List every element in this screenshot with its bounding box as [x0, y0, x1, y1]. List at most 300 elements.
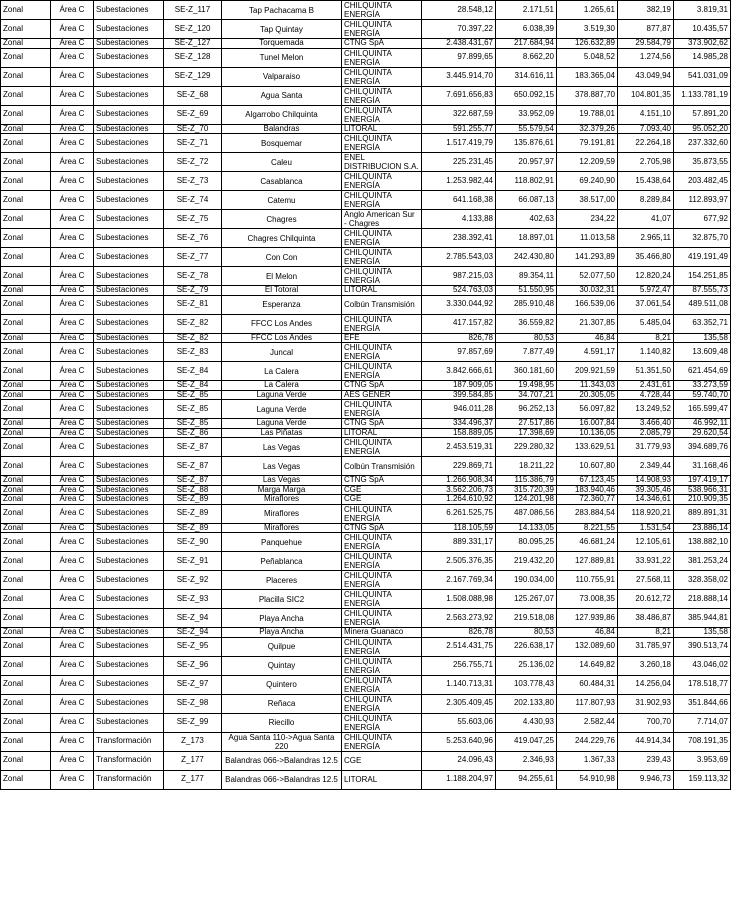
table-row	[1, 419, 731, 429]
table-row	[1, 552, 731, 571]
cell-value-5: 14.985,28	[674, 48, 731, 67]
cell-value-2: 34.707,21	[496, 390, 557, 400]
cell-value-1: 2.438.431,67	[422, 39, 496, 49]
cell-nombre: Miraflores	[222, 495, 342, 505]
cell-value-3: 5.048,52	[557, 48, 618, 67]
cell-value-2: 487.086,56	[496, 504, 557, 523]
cell-codigo: SE-Z_85	[164, 390, 222, 400]
cell-value-5: 112.893,97	[674, 191, 731, 210]
cell-value-5: 165.599,47	[674, 400, 731, 419]
cell-tipo: Zonal	[1, 1, 51, 20]
cell-segmento: Subestaciones	[94, 533, 164, 552]
cell-value-4: 700,70	[618, 713, 674, 732]
cell-value-4: 3.260,18	[618, 656, 674, 675]
cell-tipo: Zonal	[1, 191, 51, 210]
cell-segmento: Subestaciones	[94, 333, 164, 343]
cell-value-2: 17.398,69	[496, 428, 557, 438]
cell-empresa: CTNG SpA	[342, 523, 422, 533]
cell-value-3: 8.221,55	[557, 523, 618, 533]
cell-tipo: Zonal	[1, 533, 51, 552]
cell-empresa: CHILQUINTA ENERGÍA	[342, 362, 422, 381]
cell-value-1: 55.603,06	[422, 713, 496, 732]
cell-value-2: 2.171,51	[496, 1, 557, 20]
cell-area: Área C	[51, 172, 94, 191]
cell-area: Área C	[51, 134, 94, 153]
table-row	[1, 571, 731, 590]
cell-codigo: SE-Z_81	[164, 295, 222, 314]
table-row	[1, 153, 731, 172]
cell-empresa: CHILQUINTA ENERGÍA	[342, 267, 422, 286]
cell-value-3: 4.591,17	[557, 343, 618, 362]
cell-area: Área C	[51, 590, 94, 609]
cell-empresa: CHILQUINTA ENERGÍA	[342, 105, 422, 124]
cell-area: Área C	[51, 609, 94, 628]
cell-segmento: Subestaciones	[94, 314, 164, 333]
cell-value-2: 66.087,13	[496, 191, 557, 210]
cell-codigo: SE-Z_85	[164, 400, 222, 419]
cell-tipo: Zonal	[1, 590, 51, 609]
cell-nombre: Reñaca	[222, 694, 342, 713]
cell-area: Área C	[51, 419, 94, 429]
cell-value-4: 1.274,56	[618, 48, 674, 67]
table-row	[1, 248, 731, 267]
cell-value-2: 96.252,13	[496, 400, 557, 419]
cell-value-3: 11.013,58	[557, 229, 618, 248]
cell-nombre: Chagres Chilquinta	[222, 229, 342, 248]
cell-value-5: 29.620,54	[674, 428, 731, 438]
cell-segmento: Subestaciones	[94, 153, 164, 172]
cell-nombre: Placilla SIC2	[222, 590, 342, 609]
cell-value-1: 225.231,45	[422, 153, 496, 172]
cell-codigo: SE-Z_87	[164, 438, 222, 457]
cell-area: Área C	[51, 495, 94, 505]
cell-area: Área C	[51, 362, 94, 381]
table-row	[1, 343, 731, 362]
cell-value-3: 183.940,46	[557, 485, 618, 495]
cell-empresa: LITORAL	[342, 286, 422, 296]
cell-value-3: 234,22	[557, 210, 618, 229]
cell-nombre: Peñablanca	[222, 552, 342, 571]
cell-codigo: SE-Z_69	[164, 105, 222, 124]
cell-segmento: Subestaciones	[94, 1, 164, 20]
cell-empresa: CHILQUINTA ENERGÍA	[342, 552, 422, 571]
cell-value-2: 402,63	[496, 210, 557, 229]
cell-segmento: Subestaciones	[94, 428, 164, 438]
cell-codigo: SE-Z_84	[164, 381, 222, 391]
cell-codigo: SE-Z_96	[164, 656, 222, 675]
cell-empresa: Minera Guanaco	[342, 628, 422, 638]
cell-value-3: 2.582,44	[557, 713, 618, 732]
cell-value-1: 2.453.519,31	[422, 438, 496, 457]
cell-value-3: 30.032,31	[557, 286, 618, 296]
cell-value-3: 126.632,89	[557, 39, 618, 49]
cell-area: Área C	[51, 67, 94, 86]
cell-codigo: Z_173	[164, 732, 222, 751]
cell-value-3: 133.629,51	[557, 438, 618, 457]
cell-segmento: Subestaciones	[94, 267, 164, 286]
table-row	[1, 523, 731, 533]
table-row	[1, 314, 731, 333]
cell-value-4: 13.249,52	[618, 400, 674, 419]
cell-codigo: SE-Z_120	[164, 20, 222, 39]
cell-segmento: Subestaciones	[94, 248, 164, 267]
cell-empresa: CHILQUINTA ENERGÍA	[342, 590, 422, 609]
cell-value-2: 135.876,61	[496, 134, 557, 153]
cell-value-4: 22.264,18	[618, 134, 674, 153]
cell-empresa: CHILQUINTA ENERGÍA	[342, 438, 422, 457]
cell-segmento: Subestaciones	[94, 590, 164, 609]
cell-value-3: 79.191,81	[557, 134, 618, 153]
cell-area: Área C	[51, 400, 94, 419]
cell-area: Área C	[51, 48, 94, 67]
cell-empresa: CHILQUINTA ENERGÍA	[342, 134, 422, 153]
cell-value-1: 7.691.656,83	[422, 86, 496, 105]
cell-value-4: 5.485,04	[618, 314, 674, 333]
cell-value-4: 4.151,10	[618, 105, 674, 124]
cell-empresa: CTNG SpA	[342, 39, 422, 49]
cell-tipo: Zonal	[1, 67, 51, 86]
cell-area: Área C	[51, 675, 94, 694]
cell-empresa: ENEL DISTRIBUCION S.A.	[342, 153, 422, 172]
cell-nombre: Laguna Verde	[222, 400, 342, 419]
cell-tipo: Zonal	[1, 457, 51, 476]
table-row	[1, 770, 731, 789]
table-row	[1, 267, 731, 286]
cell-value-3: 46,84	[557, 333, 618, 343]
cell-tipo: Zonal	[1, 381, 51, 391]
cell-empresa: LITORAL	[342, 770, 422, 789]
table-row	[1, 134, 731, 153]
table-row	[1, 86, 731, 105]
cell-value-2: 226.638,17	[496, 637, 557, 656]
cell-empresa: CHILQUINTA ENERGÍA	[342, 400, 422, 419]
cell-empresa: Colbún Transmisión	[342, 457, 422, 476]
cell-value-1: 946.011,28	[422, 400, 496, 419]
table-row	[1, 609, 731, 628]
cell-value-5: 385.944,81	[674, 609, 731, 628]
cell-value-3: 69.240,90	[557, 172, 618, 191]
cell-value-4: 2.349,44	[618, 457, 674, 476]
cell-codigo: SE-Z_83	[164, 343, 222, 362]
cell-empresa: CHILQUINTA ENERGÍA	[342, 343, 422, 362]
table-row	[1, 590, 731, 609]
table-row	[1, 656, 731, 675]
cell-codigo: SE-Z_89	[164, 523, 222, 533]
cell-value-1: 322.687,59	[422, 105, 496, 124]
cell-value-2: 360.181,60	[496, 362, 557, 381]
cell-value-1: 826,78	[422, 333, 496, 343]
cell-value-3: 21.307,85	[557, 314, 618, 333]
cell-value-5: 419.191,49	[674, 248, 731, 267]
cell-codigo: SE-Z_89	[164, 495, 222, 505]
cell-value-2: 8.662,20	[496, 48, 557, 67]
cell-area: Área C	[51, 637, 94, 656]
cell-value-3: 127.889,81	[557, 552, 618, 571]
cell-value-5: 708.191,35	[674, 732, 731, 751]
cell-segmento: Subestaciones	[94, 571, 164, 590]
cell-segmento: Subestaciones	[94, 656, 164, 675]
cell-value-4: 39.305,46	[618, 485, 674, 495]
cell-value-1: 6.261.525,75	[422, 504, 496, 523]
cell-segmento: Subestaciones	[94, 67, 164, 86]
cell-tipo: Zonal	[1, 39, 51, 49]
cell-value-2: 80,53	[496, 628, 557, 638]
table-row	[1, 20, 731, 39]
table-row	[1, 485, 731, 495]
cell-segmento: Subestaciones	[94, 476, 164, 486]
cell-value-2: 115.386,79	[496, 476, 557, 486]
cell-value-5: 46.992,11	[674, 419, 731, 429]
cell-value-2: 18.897,01	[496, 229, 557, 248]
cell-value-5: 135,58	[674, 628, 731, 638]
cell-value-5: 43.046,02	[674, 656, 731, 675]
cell-codigo: SE-Z_92	[164, 571, 222, 590]
cell-empresa: CHILQUINTA ENERGÍA	[342, 732, 422, 751]
cell-value-2: 36.559,82	[496, 314, 557, 333]
cell-value-5: 135,58	[674, 333, 731, 343]
cell-value-2: 125.267,07	[496, 590, 557, 609]
cell-value-1: 118.105,59	[422, 523, 496, 533]
cell-empresa: CHILQUINTA ENERGÍA	[342, 571, 422, 590]
cell-codigo: SE-Z_85	[164, 419, 222, 429]
cell-value-5: 31.168,46	[674, 457, 731, 476]
cell-value-2: 219.518,08	[496, 609, 557, 628]
cell-empresa: LITORAL	[342, 428, 422, 438]
cell-area: Área C	[51, 267, 94, 286]
cell-nombre: Bosquemar	[222, 134, 342, 153]
cell-nombre: El Melon	[222, 267, 342, 286]
cell-value-1: 1.266.908,34	[422, 476, 496, 486]
cell-value-2: 103.778,43	[496, 675, 557, 694]
cell-empresa: EFE	[342, 333, 422, 343]
cell-empresa: CHILQUINTA ENERGÍA	[342, 229, 422, 248]
cell-value-5: 197.419,17	[674, 476, 731, 486]
cell-empresa: CHILQUINTA ENERGÍA	[342, 504, 422, 523]
cell-tipo: Zonal	[1, 105, 51, 124]
cell-empresa: CTNG SpA	[342, 381, 422, 391]
cell-nombre: Quilpue	[222, 637, 342, 656]
cell-value-4: 3.466,40	[618, 419, 674, 429]
cell-segmento: Subestaciones	[94, 438, 164, 457]
cell-value-2: 14.133,05	[496, 523, 557, 533]
cell-segmento: Subestaciones	[94, 229, 164, 248]
cell-value-4: 4.728,44	[618, 390, 674, 400]
cell-codigo: SE-Z_90	[164, 533, 222, 552]
cell-tipo: Zonal	[1, 552, 51, 571]
cell-value-1: 889.331,17	[422, 533, 496, 552]
cell-value-1: 2.514.431,75	[422, 637, 496, 656]
cell-value-2: 190.034,00	[496, 571, 557, 590]
cell-codigo: SE-Z_77	[164, 248, 222, 267]
cell-segmento: Subestaciones	[94, 495, 164, 505]
cell-value-4: 2.085,79	[618, 428, 674, 438]
table-row	[1, 381, 731, 391]
cell-nombre: Torquemada	[222, 39, 342, 49]
cell-tipo: Zonal	[1, 286, 51, 296]
cell-value-5: 63.352,71	[674, 314, 731, 333]
cell-tipo: Zonal	[1, 609, 51, 628]
cell-value-5: 35.873,55	[674, 153, 731, 172]
cell-value-1: 158.889,05	[422, 428, 496, 438]
cell-nombre: Miraflores	[222, 523, 342, 533]
table-row	[1, 1, 731, 20]
cell-segmento: Subestaciones	[94, 191, 164, 210]
cell-area: Área C	[51, 476, 94, 486]
cell-value-2: 202.133,80	[496, 694, 557, 713]
table-row	[1, 504, 731, 523]
cell-value-3: 183.365,04	[557, 67, 618, 86]
cell-tipo: Zonal	[1, 495, 51, 505]
cell-value-1: 229.869,71	[422, 457, 496, 476]
cell-value-5: 10.435,57	[674, 20, 731, 39]
cell-value-4: 41,07	[618, 210, 674, 229]
cell-area: Área C	[51, 105, 94, 124]
cell-value-2: 80,53	[496, 333, 557, 343]
cell-value-1: 24.096,43	[422, 751, 496, 770]
cell-value-4: 44.914,34	[618, 732, 674, 751]
cell-tipo: Zonal	[1, 694, 51, 713]
cell-tipo: Zonal	[1, 571, 51, 590]
table-row	[1, 675, 731, 694]
cell-codigo: SE-Z_91	[164, 552, 222, 571]
cell-empresa: CTNG SpA	[342, 419, 422, 429]
cell-tipo: Zonal	[1, 153, 51, 172]
cell-value-3: 67.123,45	[557, 476, 618, 486]
cell-value-1: 2.505.376,35	[422, 552, 496, 571]
cell-value-4: 382,19	[618, 1, 674, 20]
cell-value-1: 2.305.409,45	[422, 694, 496, 713]
cell-segmento: Transformación	[94, 732, 164, 751]
cell-nombre: Playa Ancha	[222, 609, 342, 628]
cell-value-1: 1.264.610,92	[422, 495, 496, 505]
cell-value-5: 1.133.781,19	[674, 86, 731, 105]
cell-segmento: Subestaciones	[94, 390, 164, 400]
cell-tipo: Zonal	[1, 419, 51, 429]
cell-empresa: CHILQUINTA ENERGÍA	[342, 48, 422, 67]
cell-nombre: Juncal	[222, 343, 342, 362]
cell-value-1: 2.563.273,92	[422, 609, 496, 628]
cell-value-1: 3.330.044,92	[422, 295, 496, 314]
cell-segmento: Transformación	[94, 770, 164, 789]
cell-segmento: Subestaciones	[94, 362, 164, 381]
cell-segmento: Subestaciones	[94, 628, 164, 638]
cell-segmento: Transformación	[94, 751, 164, 770]
cell-codigo: Z_177	[164, 770, 222, 789]
cell-tipo: Zonal	[1, 400, 51, 419]
cell-codigo: SE-Z_97	[164, 675, 222, 694]
cell-nombre: Playa Ancha	[222, 628, 342, 638]
cell-empresa: CHILQUINTA ENERGÍA	[342, 694, 422, 713]
cell-tipo: Zonal	[1, 267, 51, 286]
cell-tipo: Zonal	[1, 504, 51, 523]
cell-codigo: SE-Z_89	[164, 504, 222, 523]
cell-value-3: 3.519,30	[557, 20, 618, 39]
cell-value-4: 31.779,93	[618, 438, 674, 457]
cell-area: Área C	[51, 628, 94, 638]
cell-tipo: Zonal	[1, 428, 51, 438]
cell-value-3: 46,84	[557, 628, 618, 638]
cell-value-2: 27.517,86	[496, 419, 557, 429]
cell-value-5: 373.902,62	[674, 39, 731, 49]
cell-codigo: SE-Z_129	[164, 67, 222, 86]
cell-value-2: 6.038,39	[496, 20, 557, 39]
cell-area: Área C	[51, 438, 94, 457]
cell-empresa: Colbún Transmisión	[342, 295, 422, 314]
cell-value-1: 2.785.543,03	[422, 248, 496, 267]
cell-codigo: Z_177	[164, 751, 222, 770]
cell-area: Área C	[51, 571, 94, 590]
cell-area: Área C	[51, 248, 94, 267]
cell-value-5: 394.689,76	[674, 438, 731, 457]
cell-value-4: 2.431,61	[618, 381, 674, 391]
cell-value-1: 641.168,38	[422, 191, 496, 210]
cell-tipo: Zonal	[1, 20, 51, 39]
cell-codigo: SE-Z_93	[164, 590, 222, 609]
cell-value-4: 8,21	[618, 333, 674, 343]
cell-area: Área C	[51, 457, 94, 476]
cell-area: Área C	[51, 86, 94, 105]
cell-area: Área C	[51, 523, 94, 533]
cell-codigo: SE-Z_99	[164, 713, 222, 732]
cell-value-4: 33.931,22	[618, 552, 674, 571]
cell-area: Área C	[51, 286, 94, 296]
cell-value-5: 381.253,24	[674, 552, 731, 571]
cell-segmento: Subestaciones	[94, 124, 164, 134]
cell-value-1: 97.899,65	[422, 48, 496, 67]
cell-value-5: 59.740,70	[674, 390, 731, 400]
cell-value-4: 8,21	[618, 628, 674, 638]
cell-area: Área C	[51, 732, 94, 751]
cell-value-4: 14.908,93	[618, 476, 674, 486]
cell-tipo: Zonal	[1, 713, 51, 732]
cell-value-2: 219.432,20	[496, 552, 557, 571]
cell-codigo: SE-Z_128	[164, 48, 222, 67]
cell-codigo: SE-Z_94	[164, 628, 222, 638]
table-row	[1, 428, 731, 438]
cell-area: Área C	[51, 314, 94, 333]
cell-value-2: 80.095,25	[496, 533, 557, 552]
cell-value-1: 70.397,22	[422, 20, 496, 39]
cell-value-4: 51.351,50	[618, 362, 674, 381]
cell-nombre: Tap Pachacama B	[222, 1, 342, 20]
cell-value-5: 390.513,74	[674, 637, 731, 656]
cell-nombre: El Totoral	[222, 286, 342, 296]
cell-empresa: CTNG SpA	[342, 476, 422, 486]
cell-segmento: Subestaciones	[94, 210, 164, 229]
cell-value-4: 20.612,72	[618, 590, 674, 609]
cell-area: Área C	[51, 191, 94, 210]
cell-empresa: CHILQUINTA ENERGÍA	[342, 656, 422, 675]
table-row	[1, 628, 731, 638]
cell-value-3: 20.305,05	[557, 390, 618, 400]
cell-empresa: CHILQUINTA ENERGÍA	[342, 1, 422, 20]
cell-value-2: 18.211,22	[496, 457, 557, 476]
cell-tipo: Zonal	[1, 438, 51, 457]
cell-value-3: 141.293,89	[557, 248, 618, 267]
cell-codigo: SE-Z_86	[164, 428, 222, 438]
cell-nombre: FFCC Los Andes	[222, 314, 342, 333]
cell-tipo: Zonal	[1, 770, 51, 789]
cell-nombre: Laguna Verde	[222, 419, 342, 429]
cell-nombre: Valparaiso	[222, 67, 342, 86]
cell-area: Área C	[51, 485, 94, 495]
cell-value-5: 218.888,14	[674, 590, 731, 609]
cell-value-1: 238.392,41	[422, 229, 496, 248]
cell-value-3: 12.209,59	[557, 153, 618, 172]
cell-value-2: 314.616,11	[496, 67, 557, 86]
table-row	[1, 694, 731, 713]
cell-empresa: CHILQUINTA ENERGÍA	[342, 191, 422, 210]
